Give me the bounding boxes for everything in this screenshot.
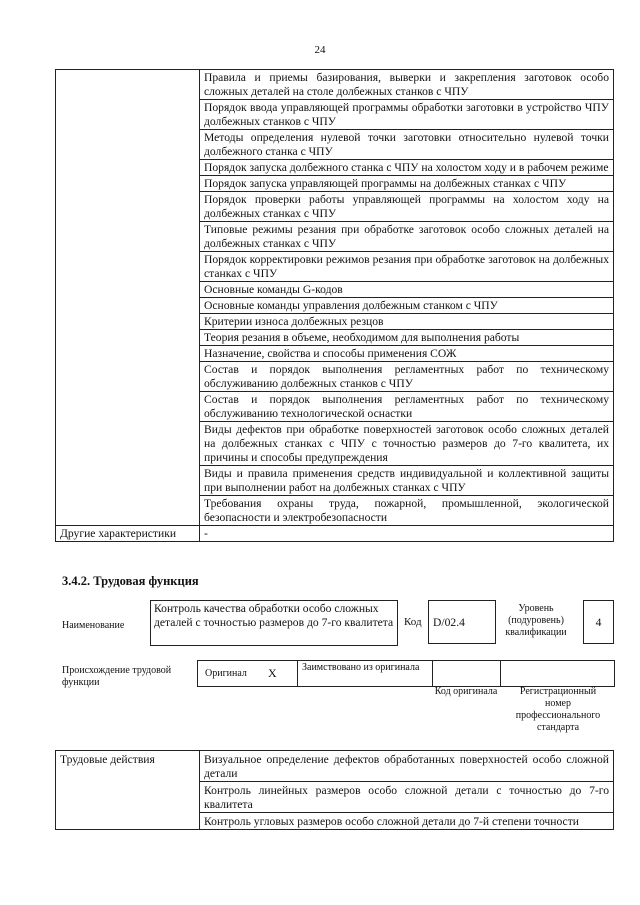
knowledge-item: Теория резания в объеме, необходимом для выполнения работы bbox=[200, 330, 614, 346]
origin-row bbox=[197, 660, 615, 687]
qualification-level-value bbox=[583, 600, 614, 644]
knowledge-item: Порядок ввода управляющей программы обработки заготовки в устройство ЧПУ долбежных станков с ЧПУ bbox=[200, 100, 614, 130]
knowledge-item: Требования охраны труда, пожарной, промышленной, экологической безопасности и электробезопасности bbox=[200, 496, 614, 526]
knowledge-item: Виды дефектов при обработке поверхностей заготовок особо сложных деталей на долбежных станках с ЧПУ с точностью размеров до 7-го квалитета, их причины и способы предупреждения bbox=[200, 422, 614, 466]
table-row bbox=[56, 70, 614, 100]
qualification-level-text: 4 bbox=[595, 616, 602, 629]
registration-number-caption: Регистрационный номер профессионального стандарта bbox=[515, 686, 601, 733]
borrowed-label: Заимствовано из оригинала bbox=[302, 662, 420, 673]
divider bbox=[432, 660, 433, 687]
knowledge-item: Состав и порядок выполнения регламентных работ по техническому обслуживанию долбежных станков с ЧПУ bbox=[200, 362, 614, 392]
knowledge-table bbox=[55, 69, 614, 542]
knowledge-item: Состав и порядок выполнения регламентных работ по техническому обслуживанию технологической оснастки bbox=[200, 392, 614, 422]
section-title: 3.4.2. Трудовая функция bbox=[62, 574, 199, 588]
code-of-original-caption: Код оригинала bbox=[434, 686, 498, 697]
origin-label: Происхождение трудовой функции bbox=[62, 665, 172, 688]
table-row bbox=[56, 526, 614, 542]
knowledge-item: Правила и приемы базирования, выверки и закрепления заготовок особо сложных деталей на столе долбежных станков с ЧПУ bbox=[200, 70, 614, 100]
knowledge-item: Назначение, свойства и способы применения СОЖ bbox=[200, 346, 614, 362]
knowledge-item: Методы определения нулевой точки заготовки относительно нулевой точки долбежного станка с ЧПУ bbox=[200, 130, 614, 160]
knowledge-item: Порядок запуска управляющей программы на долбежных станках с ЧПУ bbox=[200, 176, 614, 192]
divider bbox=[297, 660, 298, 687]
knowledge-item: Порядок запуска долбежного станка с ЧПУ на холостом ходу и в рабочем режиме bbox=[200, 160, 614, 176]
labor-action-item: Контроль линейных размеров особо сложной детали с точностью до 7-го квалитета bbox=[200, 782, 614, 813]
function-code-text: D/02.4 bbox=[433, 616, 465, 629]
knowledge-label-cell bbox=[56, 70, 200, 526]
other-characteristics-value: - bbox=[200, 526, 614, 542]
knowledge-item: Основные команды управления долбежным станком с ЧПУ bbox=[200, 298, 614, 314]
knowledge-item: Типовые режимы резания при обработке заготовок особо сложных деталей на долбежных станках с ЧПУ bbox=[200, 222, 614, 252]
knowledge-item: Критерии износа долбежных резцов bbox=[200, 314, 614, 330]
qualification-level-label: Уровень (подуровень) квалификации bbox=[505, 603, 567, 638]
original-mark: X bbox=[268, 666, 277, 680]
knowledge-item: Порядок корректировки режимов резания при обработке заготовок на долбежных станках с ЧПУ bbox=[200, 252, 614, 282]
knowledge-item: Основные команды G-кодов bbox=[200, 282, 614, 298]
other-characteristics-label: Другие характеристики bbox=[56, 526, 200, 542]
table-row bbox=[56, 751, 614, 782]
labor-action-item: Визуальное определение дефектов обработанных поверхностей особо сложной детали bbox=[200, 751, 614, 782]
knowledge-item: Виды и правила применения средств индивидуальной и коллективной защиты при выполнении работ на долбежных станках с ЧПУ bbox=[200, 466, 614, 496]
function-code-value bbox=[428, 600, 496, 644]
labor-actions-table bbox=[55, 750, 614, 830]
function-name-label: Наименование bbox=[62, 620, 125, 631]
page-number: 24 bbox=[314, 44, 326, 56]
function-name-value: Контроль качества обработки особо сложных деталей с точностью размеров до 7-го квалитета bbox=[150, 600, 398, 646]
labor-actions-label: Трудовые действия bbox=[56, 751, 200, 830]
function-code-label: Код bbox=[404, 616, 422, 628]
original-label: Оригинал bbox=[205, 668, 247, 679]
divider bbox=[500, 660, 501, 687]
labor-action-item: Контроль угловых размеров особо сложной детали до 7-й степени точности bbox=[200, 813, 614, 830]
knowledge-item: Порядок проверки работы управляющей программы на холостом ходу на долбежных станках с ЧПУ bbox=[200, 192, 614, 222]
